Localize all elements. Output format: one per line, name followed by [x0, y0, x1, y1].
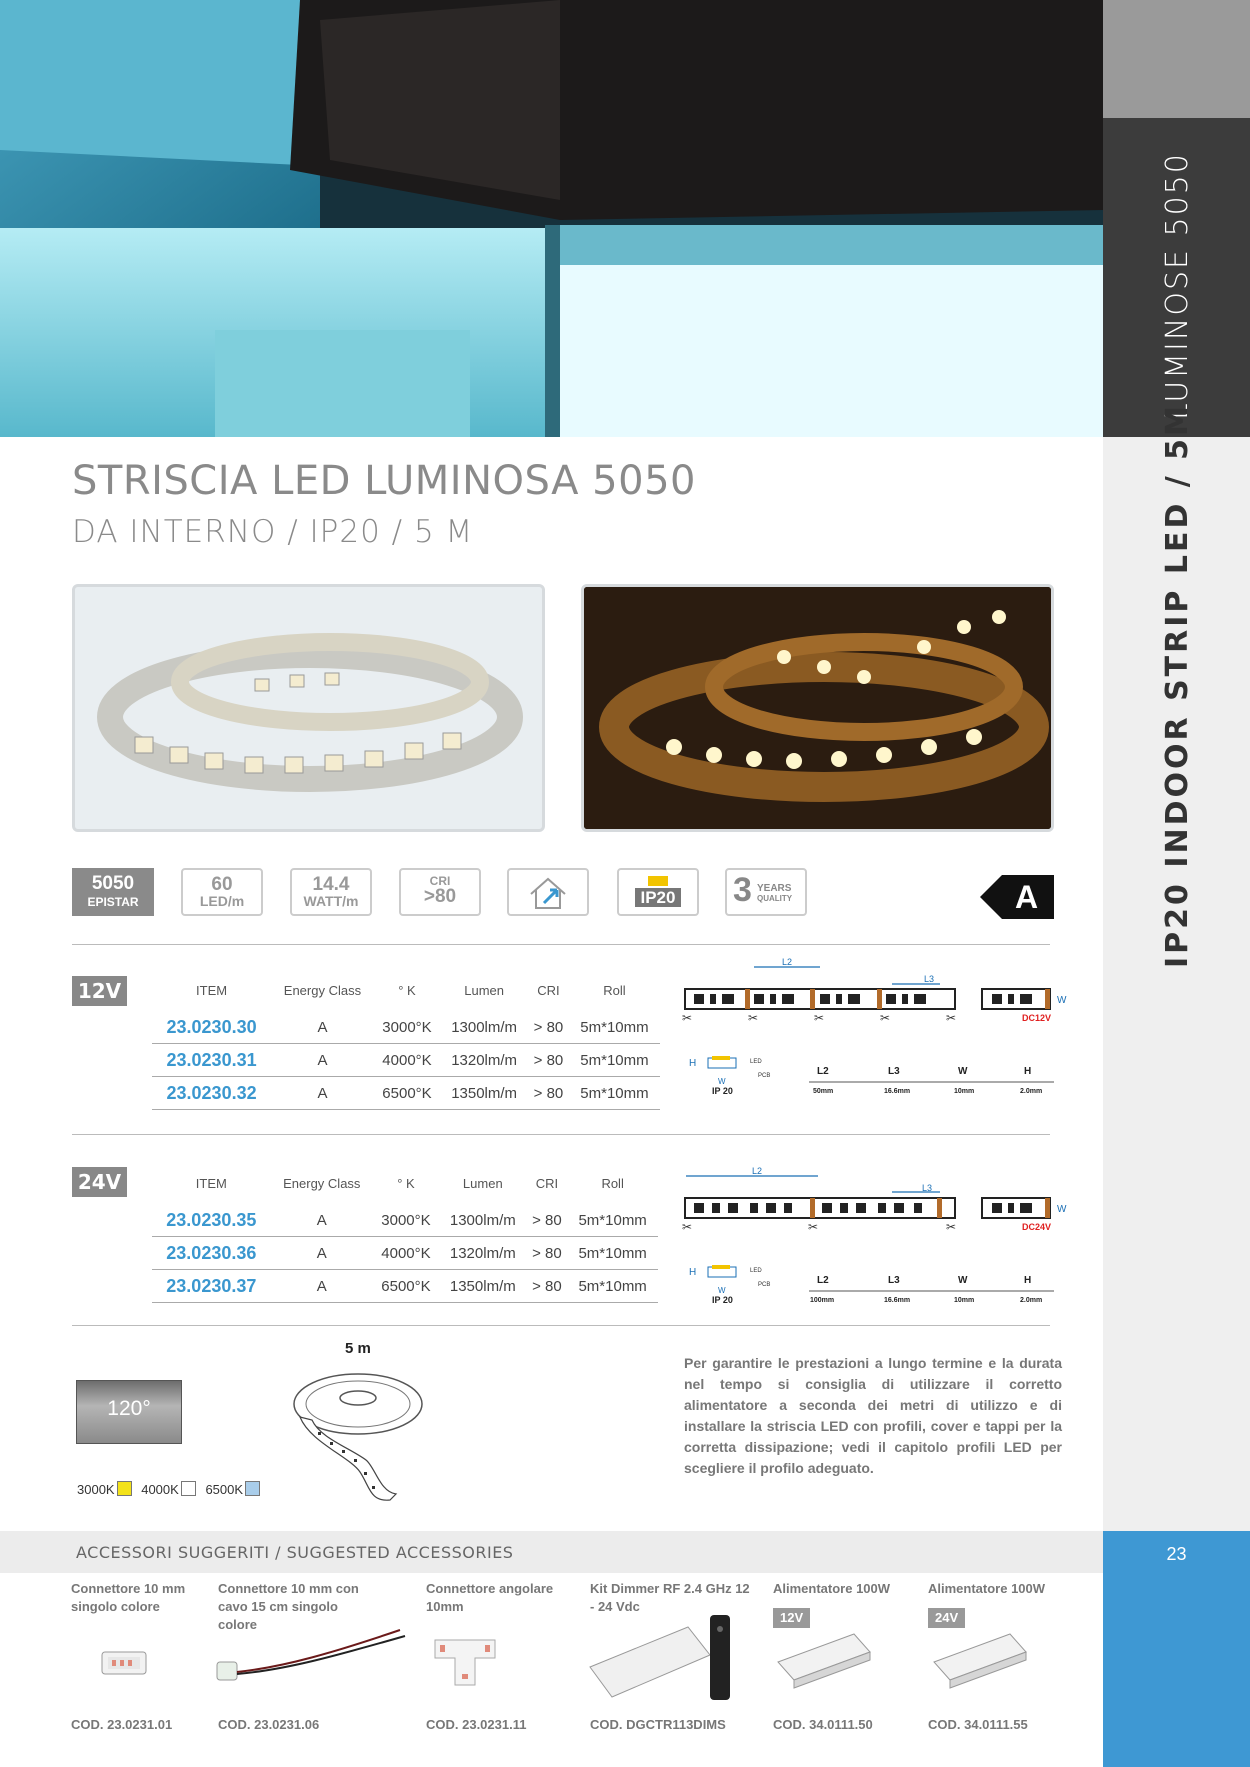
strip-dimension-diagram-12v — [682, 955, 1067, 1105]
connector-image — [94, 1640, 154, 1695]
accessory-name: Connettore 10 mm singolo colore — [71, 1581, 186, 1614]
power-supply-12v-image — [774, 1622, 874, 1697]
accessory-name: Connettore angolare 10mm — [426, 1581, 554, 1614]
temp-4000k: 4000K — [141, 1482, 179, 1497]
svg-text:W: W — [1057, 995, 1067, 1006]
svg-text:10mm: 10mm — [954, 1297, 975, 1304]
svg-text:W: W — [718, 1286, 726, 1295]
side-band-top — [1103, 0, 1250, 118]
svg-text:L2: L2 — [752, 1166, 763, 1176]
cri-badge: CRI >80 — [399, 868, 481, 916]
svg-text:L3: L3 — [924, 974, 935, 984]
svg-text:W: W — [718, 1077, 726, 1086]
svg-text:✂: ✂ — [748, 1011, 759, 1025]
table-row: 23.0230.36 A 4000°K 1320lm/m > 80 5m*10mm — [152, 1237, 658, 1270]
col-roll: Roll — [601, 1175, 624, 1191]
led-density-badge: 60 LED/m — [181, 868, 263, 916]
beam-angle-badge: 120° — [76, 1380, 182, 1444]
col-lumen: Lumen — [462, 1175, 503, 1191]
strip-dimension-diagram-24v — [682, 1164, 1067, 1314]
svg-text:DC12V: DC12V — [1022, 1013, 1052, 1023]
col-k: ° K — [397, 1175, 415, 1191]
chip-epistar-badge: 5050 EPISTAR — [72, 868, 154, 916]
svg-text:16.6mm: 16.6mm — [884, 1088, 911, 1095]
spec-table-24v — [152, 1162, 658, 1303]
accessory-code: COD. 23.0231.06 — [218, 1717, 320, 1732]
dimmer-kit-image — [588, 1605, 738, 1710]
divider — [72, 944, 1050, 945]
svg-text:LED: LED — [750, 1059, 762, 1065]
accessory-code: COD. DGCTR113DIMS — [590, 1717, 726, 1732]
product-photo-on — [581, 584, 1054, 832]
svg-text:2.0mm: 2.0mm — [1020, 1297, 1043, 1304]
accessory-name: Kit Dimmer RF 2.4 GHz 12 - 24 Vdc — [590, 1581, 750, 1614]
divider — [72, 1134, 1050, 1135]
accessory-code: COD. 34.0111.50 — [773, 1717, 873, 1732]
accessories-title: ACCESSORI SUGGERITI / SUGGESTED ACCESSORIES — [76, 1543, 514, 1562]
svg-text:PCB: PCB — [758, 1073, 771, 1079]
svg-text:W: W — [958, 1066, 968, 1077]
ip20-badge: IP20 — [617, 868, 699, 916]
svg-text:L3: L3 — [888, 1066, 900, 1077]
accessory-name: Alimentatore 100W 12V — [773, 1580, 903, 1628]
svg-text:H: H — [1024, 1066, 1032, 1077]
svg-text:✂: ✂ — [946, 1011, 957, 1025]
swatch-3000k — [117, 1481, 132, 1496]
svg-text:✂: ✂ — [682, 1220, 693, 1234]
connector-cable-image — [215, 1622, 410, 1697]
accessory-voltage-tag: 24V — [928, 1608, 965, 1628]
product-photo-off — [72, 584, 545, 832]
side-band-page — [1103, 1531, 1250, 1767]
svg-text:H: H — [689, 1058, 697, 1069]
svg-text:IP 20: IP 20 — [712, 1295, 733, 1305]
svg-text:L3: L3 — [888, 1275, 900, 1286]
page-subtitle: DA INTERNO / IP20 / 5 M — [72, 514, 474, 550]
svg-text:L2: L2 — [817, 1066, 829, 1077]
svg-text:✂: ✂ — [808, 1220, 819, 1234]
col-item: ITEM — [196, 982, 228, 998]
svg-text:16.6mm: 16.6mm — [884, 1297, 911, 1304]
accessory-code: COD. 23.0231.11 — [426, 1717, 527, 1732]
col-lumen: Lumen — [464, 982, 504, 998]
indoor-house-icon — [507, 868, 589, 916]
accessory-name: Connettore 10 mm con cavo 15 cm singolo colore — [218, 1581, 359, 1632]
svg-text:L3: L3 — [922, 1183, 933, 1193]
swatch-4000k — [181, 1481, 196, 1496]
svg-text:✂: ✂ — [946, 1220, 957, 1234]
svg-text:W: W — [1057, 1204, 1067, 1215]
page-title: STRISCIA LED LUMINOSA 5050 — [72, 458, 696, 504]
svg-text:PCB: PCB — [758, 1282, 771, 1288]
table-row: 23.0230.37 A 6500°K 1350lm/m > 80 5m*10mm — [152, 1270, 658, 1303]
accessory-code: COD. 34.0111.55 — [928, 1717, 1028, 1732]
table-row: 23.0230.35 A 3000°K 1300lm/m > 80 5m*10mm — [152, 1204, 658, 1237]
svg-text:✂: ✂ — [880, 1011, 891, 1025]
svg-text:DC24V: DC24V — [1022, 1222, 1052, 1232]
col-cri: CRI — [535, 1175, 559, 1191]
voltage-tag-12v: 12V — [72, 976, 127, 1006]
svg-text:100mm: 100mm — [810, 1297, 835, 1304]
side-series-label: LUMINOSE 5050 — [1160, 152, 1195, 420]
col-k: ° K — [398, 982, 416, 998]
accessory-voltage-tag: 12V — [773, 1608, 810, 1628]
color-temperature-legend — [77, 1481, 266, 1497]
power-supply-24v-image — [930, 1622, 1030, 1697]
svg-text:L2: L2 — [782, 957, 793, 967]
svg-text:2.0mm: 2.0mm — [1020, 1088, 1043, 1095]
temp-6500k: 6500K — [205, 1482, 244, 1497]
col-cri: CRI — [537, 982, 560, 998]
svg-text:H: H — [1024, 1275, 1032, 1286]
swatch-6500k — [245, 1481, 260, 1496]
svg-text:10mm: 10mm — [954, 1088, 975, 1095]
spec-table-12v — [152, 969, 660, 1110]
svg-text:IP 20: IP 20 — [712, 1086, 733, 1096]
accessory-code: COD. 23.0231.01 — [71, 1717, 173, 1732]
table-row: 23.0230.31 A 4000°K 1320lm/m > 80 5m*10mm — [152, 1044, 660, 1077]
energy-class-badge: A — [980, 875, 1054, 919]
table-row: 23.0230.32 A 6500°K 1350lm/m > 80 5m*10mm — [152, 1077, 660, 1110]
temp-3000k: 3000K — [77, 1482, 115, 1497]
accessory-name: Alimentatore 100W 24V — [928, 1580, 1058, 1628]
svg-text:L2: L2 — [817, 1275, 829, 1286]
col-energy: Energy Class — [283, 982, 362, 998]
col-energy: Energy Class — [283, 1175, 361, 1191]
corner-connector-image — [430, 1620, 500, 1695]
svg-text:LED: LED — [750, 1268, 762, 1274]
table-row: 23.0230.30 A 3000°K 1300lm/m > 80 5m*10mm — [152, 1011, 660, 1044]
watt-badge: 14.4 WATT/m — [290, 868, 372, 916]
col-item: ITEM — [195, 1175, 227, 1191]
roll-length-label: 5 m — [345, 1340, 371, 1357]
svg-text:H: H — [689, 1267, 697, 1278]
svg-text:✂: ✂ — [814, 1011, 825, 1025]
divider — [72, 1325, 1050, 1326]
installation-note: Per garantire le prestazioni a lungo termine e la durata nel tempo si consiglia di utilizzare il corretto alimentatore a seconda dei metri di utilizzo e di installare la striscia LED con profili, cover e tappi per la corretta dissipazione; vedi il capitolo profili LED per scegliere il profilo adeguato. — [684, 1355, 1062, 1476]
side-product-label: IP20 INDOOR STRIP LED / 5M — [1160, 403, 1195, 968]
hero-photo — [0, 0, 1103, 437]
svg-text:✂: ✂ — [682, 1011, 693, 1025]
warranty-badge: 3 YEARS QUALITY — [725, 868, 807, 916]
svg-text:50mm: 50mm — [813, 1088, 834, 1095]
page-number: 23 — [1166, 1544, 1187, 1564]
svg-text:W: W — [958, 1275, 968, 1286]
voltage-tag-24v: 24V — [72, 1167, 127, 1197]
strip-roll-drawing — [290, 1362, 440, 1512]
col-roll: Roll — [603, 982, 626, 998]
